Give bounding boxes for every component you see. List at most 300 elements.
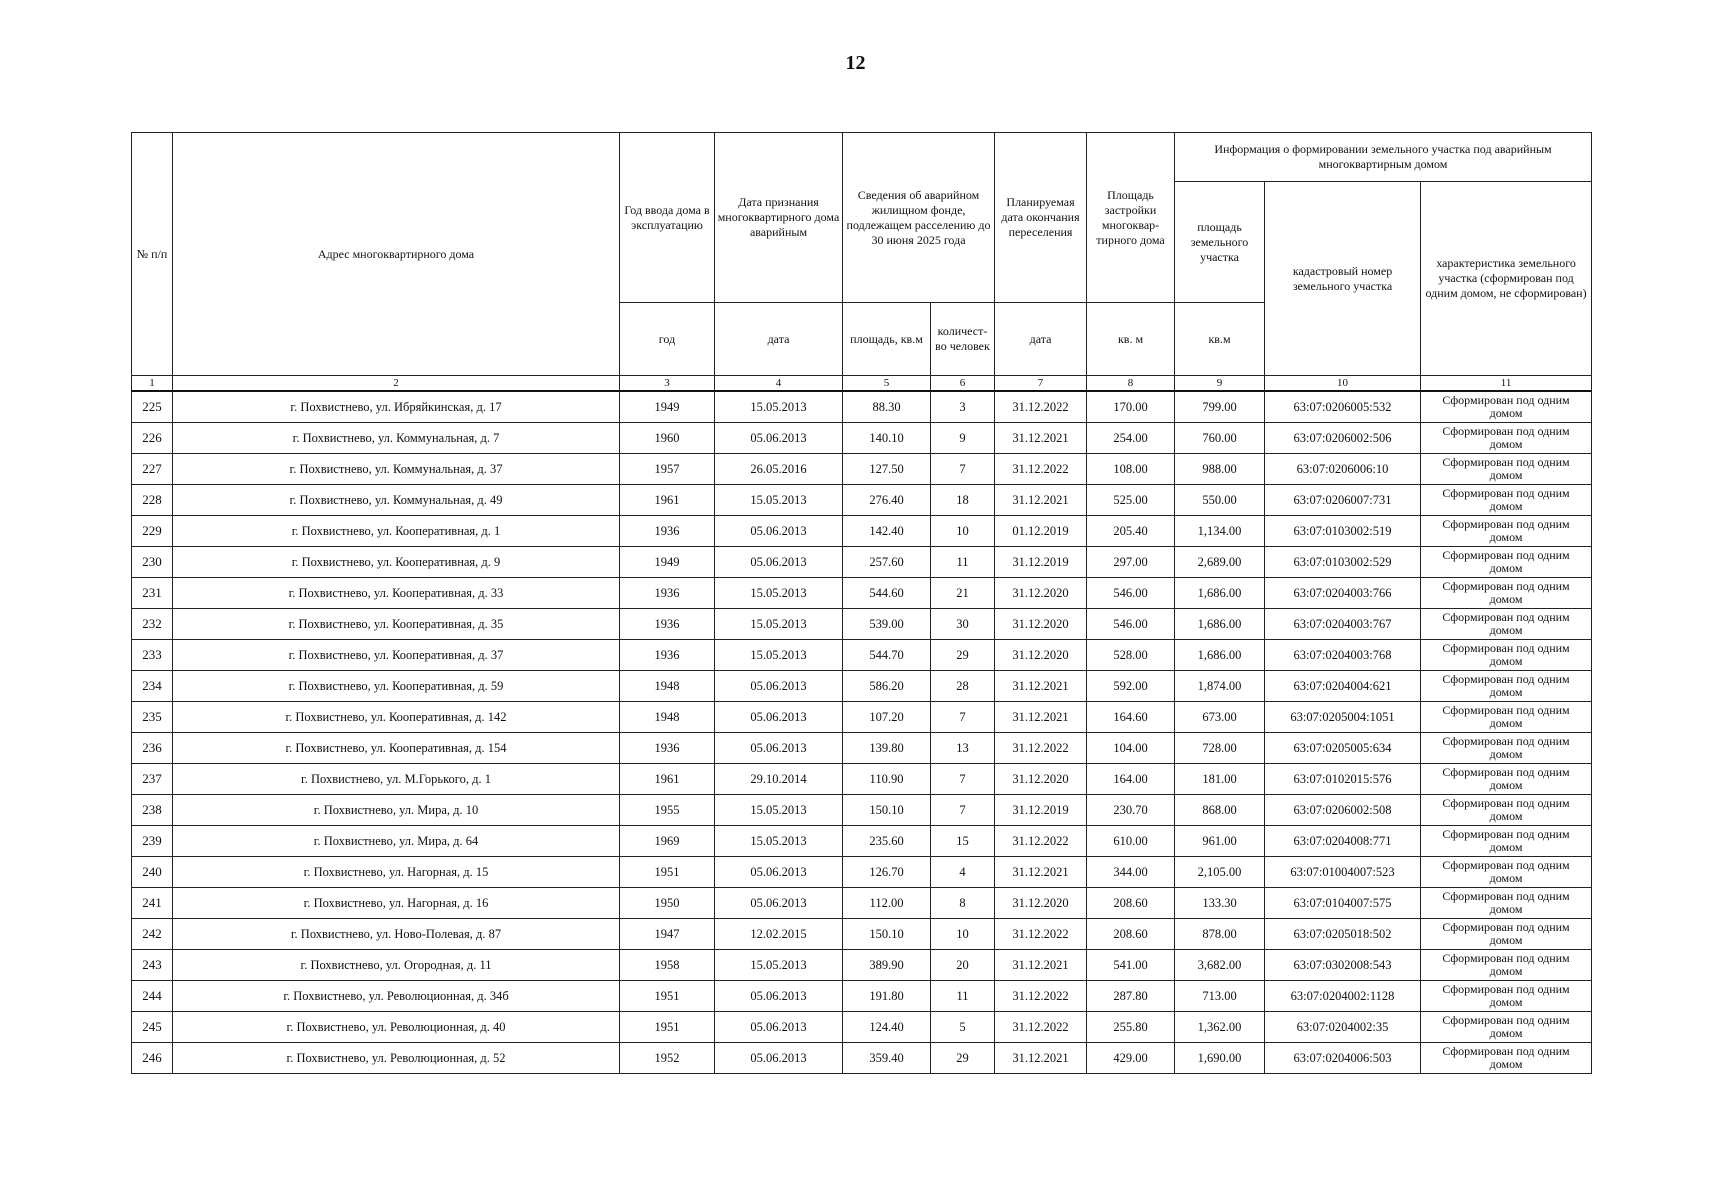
row-number: 233 — [132, 640, 173, 671]
people-count-cell: 13 — [931, 733, 995, 764]
column-number: 7 — [995, 376, 1087, 392]
characteristic-line: Сформирован под одним — [1442, 1013, 1570, 1027]
characteristic-line: Сформирован под одним — [1442, 796, 1570, 810]
building-area-cell: 108.00 — [1087, 454, 1175, 485]
resettlement-date-cell: 31.12.2021 — [995, 857, 1087, 888]
building-area-cell: 344.00 — [1087, 857, 1175, 888]
fund-area-cell: 150.10 — [843, 795, 931, 826]
recognition-date-cell: 15.05.2013 — [715, 391, 843, 423]
fund-area-cell: 150.10 — [843, 919, 931, 950]
header-date-group: Дата признания многоквартирного дома аварийным — [715, 133, 843, 303]
cadastral-number-cell: 63:07:0204003:768 — [1265, 640, 1421, 671]
recognition-date-cell: 15.05.2013 — [715, 609, 843, 640]
year-cell: 1936 — [620, 516, 715, 547]
header-unit-area: площадь, кв.м — [843, 303, 931, 376]
column-number: 11 — [1421, 376, 1592, 392]
address-cell: г. Похвистнево, ул. Мира, д. 64 — [173, 826, 620, 857]
column-number: 3 — [620, 376, 715, 392]
recognition-date-cell: 15.05.2013 — [715, 826, 843, 857]
year-cell: 1936 — [620, 609, 715, 640]
land-area-cell: 1,690.00 — [1175, 1043, 1265, 1074]
building-area-cell: 208.60 — [1087, 888, 1175, 919]
resettlement-date-cell: 31.12.2021 — [995, 485, 1087, 516]
row-number: 241 — [132, 888, 173, 919]
table-row — [132, 671, 1592, 702]
characteristic-line: домом — [1489, 964, 1523, 978]
resettlement-date-cell: 01.12.2019 — [995, 516, 1087, 547]
recognition-date-cell: 05.06.2013 — [715, 547, 843, 578]
row-number: 229 — [132, 516, 173, 547]
characteristic-line: домом — [1489, 933, 1523, 947]
characteristic-line: домом — [1489, 902, 1523, 916]
land-area-cell: 868.00 — [1175, 795, 1265, 826]
characteristic-line: Сформирован под одним — [1442, 393, 1570, 407]
header-resettle-group: Планируемая дата окончания переселения — [995, 133, 1087, 303]
row-number: 237 — [132, 764, 173, 795]
people-count-cell: 29 — [931, 1043, 995, 1074]
land-area-cell: 1,134.00 — [1175, 516, 1265, 547]
address-cell: г. Похвистнево, ул. Революционная, д. 34б — [173, 981, 620, 1012]
address-cell: г. Похвистнево, ул. Кооперативная, д. 33 — [173, 578, 620, 609]
land-characteristic-cell — [1421, 391, 1592, 423]
characteristic-line: Сформирован под одним — [1442, 1044, 1570, 1058]
people-count-cell: 7 — [931, 702, 995, 733]
table-row — [132, 578, 1592, 609]
characteristic-line: домом — [1489, 654, 1523, 668]
table-row — [132, 733, 1592, 764]
characteristic-line: Сформирован под одним — [1442, 765, 1570, 779]
people-count-cell: 9 — [931, 423, 995, 454]
row-number: 243 — [132, 950, 173, 981]
fund-area-cell: 276.40 — [843, 485, 931, 516]
fund-area-cell: 544.60 — [843, 578, 931, 609]
land-area-cell: 1,686.00 — [1175, 609, 1265, 640]
cadastral-number-cell: 63:07:0104007:575 — [1265, 888, 1421, 919]
building-area-cell: 546.00 — [1087, 578, 1175, 609]
column-number: 10 — [1265, 376, 1421, 392]
people-count-cell: 4 — [931, 857, 995, 888]
characteristic-line: домом — [1489, 437, 1523, 451]
building-area-cell: 164.60 — [1087, 702, 1175, 733]
header-unit-date2: дата — [995, 303, 1087, 376]
fund-area-cell: 110.90 — [843, 764, 931, 795]
address-cell: г. Похвистнево, ул. Нагорная, д. 15 — [173, 857, 620, 888]
characteristic-line: Сформирован под одним — [1442, 889, 1570, 903]
resettlement-date-cell: 31.12.2022 — [995, 454, 1087, 485]
characteristic-line: домом — [1489, 1026, 1523, 1040]
land-area-cell: 961.00 — [1175, 826, 1265, 857]
emergency-housing-table — [131, 132, 1592, 1074]
cadastral-number-cell: 63:07:0205005:634 — [1265, 733, 1421, 764]
people-count-cell: 8 — [931, 888, 995, 919]
cadastral-number-cell: 63:07:0103002:529 — [1265, 547, 1421, 578]
row-number: 239 — [132, 826, 173, 857]
fund-area-cell: 112.00 — [843, 888, 931, 919]
year-cell: 1951 — [620, 981, 715, 1012]
row-number: 244 — [132, 981, 173, 1012]
year-cell: 1961 — [620, 485, 715, 516]
land-area-cell: 2,689.00 — [1175, 547, 1265, 578]
characteristic-line: домом — [1489, 809, 1523, 823]
resettlement-date-cell: 31.12.2021 — [995, 1043, 1087, 1074]
recognition-date-cell: 05.06.2013 — [715, 423, 843, 454]
land-characteristic-cell — [1421, 857, 1592, 888]
year-cell: 1961 — [620, 764, 715, 795]
resettlement-date-cell: 31.12.2019 — [995, 795, 1087, 826]
land-area-cell: 1,874.00 — [1175, 671, 1265, 702]
header-unit-year: год — [620, 303, 715, 376]
land-characteristic-cell — [1421, 888, 1592, 919]
characteristic-line: Сформирован под одним — [1442, 641, 1570, 655]
fund-area-cell: 389.90 — [843, 950, 931, 981]
people-count-cell: 28 — [931, 671, 995, 702]
table-row — [132, 981, 1592, 1012]
column-number-row — [132, 376, 1592, 392]
year-cell: 1958 — [620, 950, 715, 981]
row-number: 231 — [132, 578, 173, 609]
land-characteristic-cell — [1421, 578, 1592, 609]
table-row — [132, 640, 1592, 671]
land-area-cell: 728.00 — [1175, 733, 1265, 764]
building-area-cell: 255.80 — [1087, 1012, 1175, 1043]
characteristic-line: Сформирован под одним — [1442, 548, 1570, 562]
people-count-cell: 3 — [931, 391, 995, 423]
fund-area-cell: 140.10 — [843, 423, 931, 454]
row-number: 235 — [132, 702, 173, 733]
address-cell: г. Похвистнево, ул. Нагорная, д. 16 — [173, 888, 620, 919]
recognition-date-cell: 15.05.2013 — [715, 578, 843, 609]
header-fund-group: Сведения об аварийном жилищном фонде, подлежащем расселению до 30 июня 2025 года — [843, 133, 995, 303]
resettlement-date-cell: 31.12.2020 — [995, 640, 1087, 671]
resettlement-date-cell: 31.12.2021 — [995, 702, 1087, 733]
cadastral-number-cell: 63:07:01004007:523 — [1265, 857, 1421, 888]
building-area-cell: 592.00 — [1087, 671, 1175, 702]
recognition-date-cell: 15.05.2013 — [715, 950, 843, 981]
fund-area-cell: 127.50 — [843, 454, 931, 485]
land-area-cell: 878.00 — [1175, 919, 1265, 950]
column-number: 5 — [843, 376, 931, 392]
year-cell: 1969 — [620, 826, 715, 857]
resettlement-date-cell: 31.12.2021 — [995, 671, 1087, 702]
column-number: 1 — [132, 376, 173, 392]
address-cell: г. Похвистнево, ул. Коммунальная, д. 7 — [173, 423, 620, 454]
characteristic-line: Сформирован под одним — [1442, 517, 1570, 531]
cadastral-number-cell: 63:07:0204006:503 — [1265, 1043, 1421, 1074]
table-row — [132, 1012, 1592, 1043]
characteristic-line: домом — [1489, 406, 1523, 420]
characteristic-line: домом — [1489, 499, 1523, 513]
fund-area-cell: 257.60 — [843, 547, 931, 578]
table-row — [132, 795, 1592, 826]
land-area-cell: 133.30 — [1175, 888, 1265, 919]
people-count-cell: 10 — [931, 919, 995, 950]
building-area-cell: 170.00 — [1087, 391, 1175, 423]
resettlement-date-cell: 31.12.2021 — [995, 950, 1087, 981]
land-characteristic-cell — [1421, 795, 1592, 826]
table-row — [132, 702, 1592, 733]
characteristic-line: Сформирован под одним — [1442, 920, 1570, 934]
table-row — [132, 764, 1592, 795]
recognition-date-cell: 15.05.2013 — [715, 640, 843, 671]
address-cell: г. Похвистнево, ул. Революционная, д. 52 — [173, 1043, 620, 1074]
land-characteristic-cell — [1421, 516, 1592, 547]
address-cell: г. Похвистнево, ул. Кооперативная, д. 59 — [173, 671, 620, 702]
characteristic-line: Сформирован под одним — [1442, 610, 1570, 624]
characteristic-line: домом — [1489, 747, 1523, 761]
cadastral-number-cell: 63:07:0204003:766 — [1265, 578, 1421, 609]
characteristic-line: Сформирован под одним — [1442, 858, 1570, 872]
building-area-cell: 546.00 — [1087, 609, 1175, 640]
header-address: Адрес многоквартирного дома — [173, 133, 620, 376]
resettlement-date-cell: 31.12.2020 — [995, 764, 1087, 795]
fund-area-cell: 359.40 — [843, 1043, 931, 1074]
characteristic-line: Сформирован под одним — [1442, 486, 1570, 500]
fund-area-cell: 107.20 — [843, 702, 931, 733]
table-row — [132, 1043, 1592, 1074]
table-row — [132, 516, 1592, 547]
characteristic-line: домом — [1489, 716, 1523, 730]
cadastral-number-cell: 63:07:0204002:35 — [1265, 1012, 1421, 1043]
page-number: 12 — [845, 52, 866, 74]
characteristic-line: домом — [1489, 778, 1523, 792]
table-row — [132, 485, 1592, 516]
land-characteristic-cell — [1421, 485, 1592, 516]
cadastral-number-cell: 63:07:0103002:519 — [1265, 516, 1421, 547]
people-count-cell: 7 — [931, 454, 995, 485]
row-number: 236 — [132, 733, 173, 764]
land-characteristic-cell — [1421, 702, 1592, 733]
land-characteristic-cell — [1421, 547, 1592, 578]
recognition-date-cell: 05.06.2013 — [715, 1012, 843, 1043]
recognition-date-cell: 26.05.2016 — [715, 454, 843, 485]
table-row — [132, 888, 1592, 919]
land-area-cell: 181.00 — [1175, 764, 1265, 795]
characteristic-line: домом — [1489, 623, 1523, 637]
row-number: 228 — [132, 485, 173, 516]
address-cell: г. Похвистнево, ул. Кооперативная, д. 9 — [173, 547, 620, 578]
fund-area-cell: 142.40 — [843, 516, 931, 547]
fund-area-cell: 126.70 — [843, 857, 931, 888]
people-count-cell: 20 — [931, 950, 995, 981]
characteristic-line: домом — [1489, 468, 1523, 482]
fund-area-cell: 191.80 — [843, 981, 931, 1012]
year-cell: 1947 — [620, 919, 715, 950]
land-characteristic-cell — [1421, 919, 1592, 950]
year-cell: 1952 — [620, 1043, 715, 1074]
year-cell: 1949 — [620, 547, 715, 578]
characteristic-line: Сформирован под одним — [1442, 734, 1570, 748]
building-area-cell: 164.00 — [1087, 764, 1175, 795]
people-count-cell: 10 — [931, 516, 995, 547]
year-cell: 1949 — [620, 391, 715, 423]
address-cell: г. Похвистнево, ул. Коммунальная, д. 37 — [173, 454, 620, 485]
land-area-cell: 988.00 — [1175, 454, 1265, 485]
table-row — [132, 423, 1592, 454]
characteristic-line: Сформирован под одним — [1442, 982, 1570, 996]
building-area-cell: 254.00 — [1087, 423, 1175, 454]
table-row — [132, 950, 1592, 981]
recognition-date-cell: 05.06.2013 — [715, 516, 843, 547]
building-area-cell: 297.00 — [1087, 547, 1175, 578]
building-area-cell: 287.80 — [1087, 981, 1175, 1012]
header-unit-people: количест-во человек — [931, 303, 995, 376]
people-count-cell: 7 — [931, 764, 995, 795]
land-characteristic-cell — [1421, 950, 1592, 981]
resettlement-date-cell: 31.12.2020 — [995, 609, 1087, 640]
column-number: 2 — [173, 376, 620, 392]
year-cell: 1936 — [620, 640, 715, 671]
cadastral-number-cell: 63:07:0205004:1051 — [1265, 702, 1421, 733]
characteristic-line: домом — [1489, 685, 1523, 699]
resettlement-date-cell: 31.12.2022 — [995, 1012, 1087, 1043]
characteristic-line: Сформирован под одним — [1442, 424, 1570, 438]
fund-area-cell: 235.60 — [843, 826, 931, 857]
address-cell: г. Похвистнево, ул. Революционная, д. 40 — [173, 1012, 620, 1043]
cadastral-number-cell: 63:07:0204003:767 — [1265, 609, 1421, 640]
recognition-date-cell: 05.06.2013 — [715, 857, 843, 888]
cadastral-number-cell: 63:07:0206007:731 — [1265, 485, 1421, 516]
address-cell: г. Похвистнево, ул. Кооперативная, д. 142 — [173, 702, 620, 733]
cadastral-number-cell: 63:07:0102015:576 — [1265, 764, 1421, 795]
year-cell: 1951 — [620, 1012, 715, 1043]
table-row — [132, 391, 1592, 423]
resettlement-date-cell: 31.12.2022 — [995, 391, 1087, 423]
year-cell: 1936 — [620, 733, 715, 764]
fund-area-cell: 88.30 — [843, 391, 931, 423]
header-unit-date: дата — [715, 303, 843, 376]
land-characteristic-cell — [1421, 423, 1592, 454]
year-cell: 1948 — [620, 671, 715, 702]
row-number: 232 — [132, 609, 173, 640]
row-number: 227 — [132, 454, 173, 485]
resettlement-date-cell: 31.12.2020 — [995, 888, 1087, 919]
land-characteristic-cell — [1421, 671, 1592, 702]
year-cell: 1936 — [620, 578, 715, 609]
cadastral-number-cell: 63:07:0204004:621 — [1265, 671, 1421, 702]
characteristic-line: домом — [1489, 1057, 1523, 1071]
characteristic-line: Сформирован под одним — [1442, 455, 1570, 469]
resettlement-date-cell: 31.12.2019 — [995, 547, 1087, 578]
column-number: 4 — [715, 376, 843, 392]
header-cadastral: кадастровый номер земельного участка — [1265, 182, 1421, 376]
land-area-cell: 799.00 — [1175, 391, 1265, 423]
column-number: 9 — [1175, 376, 1265, 392]
recognition-date-cell: 05.06.2013 — [715, 981, 843, 1012]
characteristic-line: домом — [1489, 592, 1523, 606]
row-number: 245 — [132, 1012, 173, 1043]
cadastral-number-cell: 63:07:0206002:506 — [1265, 423, 1421, 454]
building-area-cell: 230.70 — [1087, 795, 1175, 826]
address-cell: г. Похвистнево, ул. Коммунальная, д. 49 — [173, 485, 620, 516]
header-land-area: площадь земельного участка — [1175, 182, 1265, 303]
year-cell: 1950 — [620, 888, 715, 919]
fund-area-cell: 539.00 — [843, 609, 931, 640]
people-count-cell: 11 — [931, 981, 995, 1012]
row-number: 230 — [132, 547, 173, 578]
year-cell: 1960 — [620, 423, 715, 454]
land-area-cell: 1,686.00 — [1175, 640, 1265, 671]
recognition-date-cell: 05.06.2013 — [715, 888, 843, 919]
table-row — [132, 454, 1592, 485]
header-characteristic: характеристика земельного участка (сформирован под одним домом, не сформирован) — [1421, 182, 1592, 376]
land-area-cell: 1,686.00 — [1175, 578, 1265, 609]
building-area-cell: 205.40 — [1087, 516, 1175, 547]
address-cell: г. Похвистнево, ул. Кооперативная, д. 35 — [173, 609, 620, 640]
row-number: 242 — [132, 919, 173, 950]
cadastral-number-cell: 63:07:0206005:532 — [1265, 391, 1421, 423]
fund-area-cell: 544.70 — [843, 640, 931, 671]
resettlement-date-cell: 31.12.2021 — [995, 423, 1087, 454]
people-count-cell: 11 — [931, 547, 995, 578]
table-row — [132, 919, 1592, 950]
cadastral-number-cell: 63:07:0206002:508 — [1265, 795, 1421, 826]
land-characteristic-cell — [1421, 1012, 1592, 1043]
cadastral-number-cell: 63:07:0204008:771 — [1265, 826, 1421, 857]
recognition-date-cell: 12.02.2015 — [715, 919, 843, 950]
land-area-cell: 1,362.00 — [1175, 1012, 1265, 1043]
table-row — [132, 857, 1592, 888]
row-number: 225 — [132, 391, 173, 423]
recognition-date-cell: 05.06.2013 — [715, 1043, 843, 1074]
fund-area-cell: 124.40 — [843, 1012, 931, 1043]
land-characteristic-cell — [1421, 640, 1592, 671]
row-number: 234 — [132, 671, 173, 702]
address-cell: г. Похвистнево, ул. Кооперативная, д. 1 — [173, 516, 620, 547]
land-characteristic-cell — [1421, 764, 1592, 795]
row-number: 238 — [132, 795, 173, 826]
header-unit-sqm: кв. м — [1087, 303, 1175, 376]
land-characteristic-cell — [1421, 454, 1592, 485]
land-area-cell: 3,682.00 — [1175, 950, 1265, 981]
resettlement-date-cell: 31.12.2022 — [995, 981, 1087, 1012]
cadastral-number-cell: 63:07:0302008:543 — [1265, 950, 1421, 981]
land-characteristic-cell — [1421, 609, 1592, 640]
people-count-cell: 21 — [931, 578, 995, 609]
recognition-date-cell: 05.06.2013 — [715, 702, 843, 733]
land-area-cell: 713.00 — [1175, 981, 1265, 1012]
characteristic-line: домом — [1489, 840, 1523, 854]
row-number: 246 — [132, 1043, 173, 1074]
land-area-cell: 550.00 — [1175, 485, 1265, 516]
fund-area-cell: 586.20 — [843, 671, 931, 702]
resettlement-date-cell: 31.12.2022 — [995, 826, 1087, 857]
year-cell: 1948 — [620, 702, 715, 733]
recognition-date-cell: 05.06.2013 — [715, 733, 843, 764]
recognition-date-cell: 15.05.2013 — [715, 485, 843, 516]
building-area-cell: 541.00 — [1087, 950, 1175, 981]
people-count-cell: 30 — [931, 609, 995, 640]
address-cell: г. Похвистнево, ул. Кооперативная, д. 154 — [173, 733, 620, 764]
year-cell: 1951 — [620, 857, 715, 888]
cadastral-number-cell: 63:07:0206006:10 — [1265, 454, 1421, 485]
people-count-cell: 29 — [931, 640, 995, 671]
year-cell: 1957 — [620, 454, 715, 485]
building-area-cell: 525.00 — [1087, 485, 1175, 516]
resettlement-date-cell: 31.12.2022 — [995, 733, 1087, 764]
address-cell: г. Похвистнево, ул. Мира, д. 10 — [173, 795, 620, 826]
address-cell: г. Похвистнево, ул. М.Горького, д. 1 — [173, 764, 620, 795]
characteristic-line: Сформирован под одним — [1442, 672, 1570, 686]
cadastral-number-cell: 63:07:0204002:1128 — [1265, 981, 1421, 1012]
land-characteristic-cell — [1421, 733, 1592, 764]
resettlement-date-cell: 31.12.2020 — [995, 578, 1087, 609]
resettlement-date-cell: 31.12.2022 — [995, 919, 1087, 950]
land-area-cell: 760.00 — [1175, 423, 1265, 454]
header-building-area-group: Площадь застройки многоквар-тирного дома — [1087, 133, 1175, 303]
characteristic-line: Сформирован под одним — [1442, 951, 1570, 965]
cadastral-number-cell: 63:07:0205018:502 — [1265, 919, 1421, 950]
land-characteristic-cell — [1421, 981, 1592, 1012]
